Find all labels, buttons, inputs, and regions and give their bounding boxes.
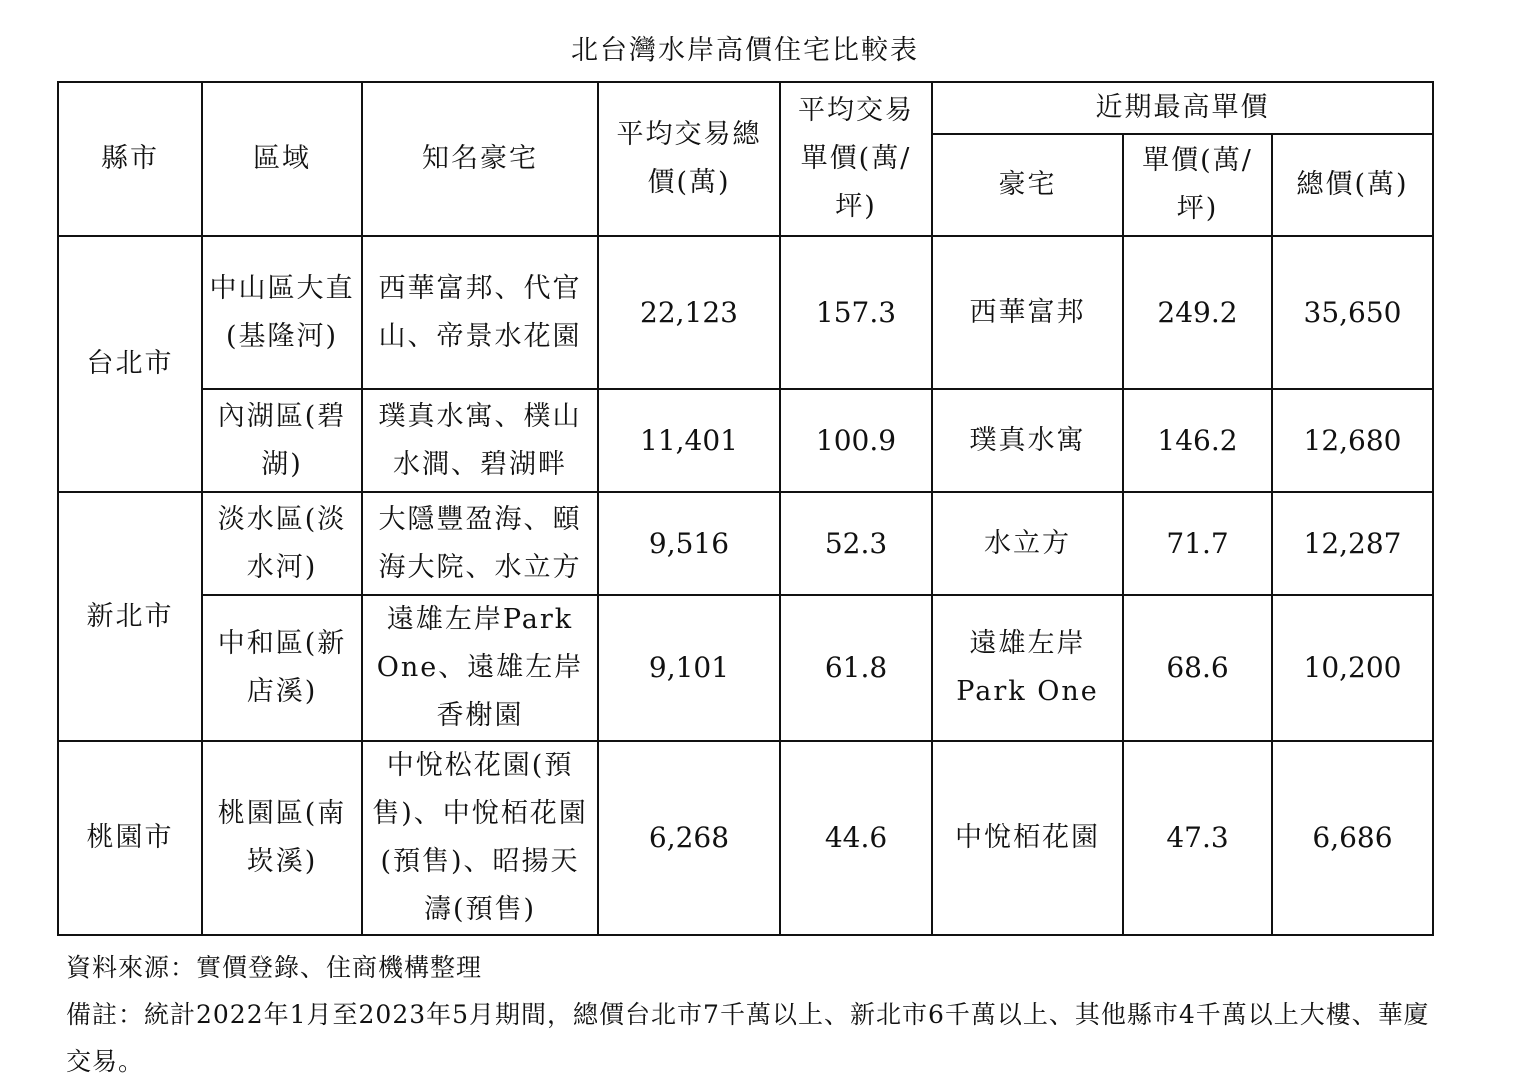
header-recent-highest-unit-price: 近期最高單價 [932,82,1433,134]
famous-mansions-cell: 大隱豐盈海、頤海大院、水立方 [362,492,598,595]
total-price-cell: 10,200 [1272,595,1433,741]
table-title: 北台灣水岸高價住宅比較表 [571,35,919,66]
table-row [58,389,1433,492]
avg-unit-price-cell: 44.6 [780,741,932,935]
unit-price-cell: 71.7 [1123,492,1272,595]
district-cell: 桃園區(南崁溪) [202,741,362,935]
avg-unit-price-cell: 157.3 [780,236,932,389]
avg-total-price-cell: 11,401 [598,389,780,492]
source-note: 資料來源：實價登錄、住商機構整理 [66,953,483,982]
header-mansion: 豪宅 [932,134,1123,236]
total-price-cell: 6,686 [1272,741,1433,935]
famous-mansions-cell: 中悅松花園(預售)、中悅栢花園(預售)、昭揚天濤(預售) [362,741,598,935]
total-price-cell: 12,680 [1272,389,1433,492]
header-county: 縣市 [58,82,202,236]
district-cell: 中和區(新店溪) [202,595,362,741]
table-row [58,236,1433,389]
unit-price-cell: 47.3 [1123,741,1272,935]
total-price-cell: 12,287 [1272,492,1433,595]
header-avg-unit-price: 平均交易單價(萬/坪) [780,82,932,236]
header-district: 區域 [202,82,362,236]
header-total-price: 總價(萬) [1272,134,1433,236]
district-cell: 內湖區(碧湖) [202,389,362,492]
county-cell: 台北市 [58,236,202,492]
avg-unit-price-cell: 52.3 [780,492,932,595]
famous-mansions-cell: 西華富邦、代官山、帝景水花園 [362,236,598,389]
header-famous-mansions: 知名豪宅 [362,82,598,236]
county-cell: 新北市 [58,492,202,741]
unit-price-cell: 249.2 [1123,236,1272,389]
avg-total-price-cell: 22,123 [598,236,780,389]
district-cell: 中山區大直(基隆河) [202,236,362,389]
famous-mansions-cell: 璞真水寓、樸山水澗、碧湖畔 [362,389,598,492]
mansion-cell: 璞真水寓 [932,389,1123,492]
mansion-cell: 遠雄左岸Park One [932,595,1123,741]
avg-total-price-cell: 9,101 [598,595,780,741]
district-cell: 淡水區(淡水河) [202,492,362,595]
mansion-cell: 水立方 [932,492,1123,595]
mansion-cell: 中悅栢花園 [932,741,1123,935]
total-price-cell: 35,650 [1272,236,1433,389]
remark-note: 備註：統計2022年1月至2023年5月期間，總價台北市7千萬以上、新北市6千萬以上、其他縣市4千萬以上大樓、華廈交易。 [66,1000,1430,1076]
famous-mansions-cell: 遠雄左岸Park One、遠雄左岸香榭園 [362,595,598,741]
avg-unit-price-cell: 61.8 [780,595,932,741]
table-row [58,595,1433,741]
unit-price-cell: 146.2 [1123,389,1272,492]
table-row [58,492,1433,595]
avg-unit-price-cell: 100.9 [780,389,932,492]
avg-total-price-cell: 9,516 [598,492,780,595]
avg-total-price-cell: 6,268 [598,741,780,935]
header-avg-total-price: 平均交易總價(萬) [598,82,780,236]
unit-price-cell: 68.6 [1123,595,1272,741]
comparison-table [57,81,1434,936]
county-cell: 桃園市 [58,741,202,935]
header-unit-price: 單價(萬/坪) [1123,134,1272,236]
table-row [58,741,1433,935]
footnotes [66,944,1446,1085]
mansion-cell: 西華富邦 [932,236,1123,389]
